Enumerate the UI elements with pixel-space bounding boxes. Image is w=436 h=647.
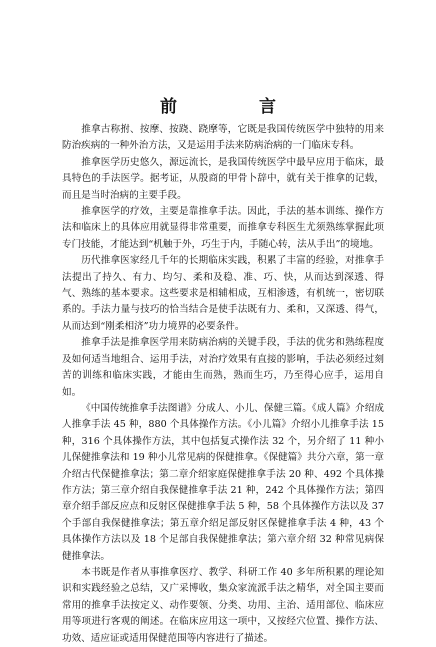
paragraph: 推拿古称拊、按摩、按跷、跷摩等，它既是我国传统医学中独特的用来防治疾病的一种外治方法，又是运用手法来防病治病的一门临床专科。 (62, 124, 384, 152)
paragraph: 《中国传统推拿手法图谱》分成人、小儿、保健三篇。《成人篇》介绍成人推拿手法 45 种，880 个具体操作方法。《小儿篇》介绍小儿推拿手法 15 种，316 个具体操作方法，其中包括复式操作法 32 个，另介绍了 11 种小儿保健推拿法和 19 种小儿常见病的保健推拿。《保健篇》共分六章，第一章介绍古代保健推拿法；第二章介绍家庭保健推拿手法 20 种、492 个具体操作方法；第三章介绍自我保健推拿手法 21 种，242 个具体操作方法；第四章介绍手部反应点和反射区保健推拿手法 5 种，58 个具体操作方法以及 37 个手部自我保健推拿法；第五章介绍足部反射区保健推拿手法 4 种，43 个具体操作方法以及 18 个足部自我保健推拿法；第六章介绍 32 种常见病保健推拿法。 (62, 402, 384, 562)
paragraph: 推拿医学的疗效，主要是靠推拿手法。因此，手法的基本训练、操作方法和临床上的具体应用就显得非常重要，而推拿专科医生尤须熟练掌握此项专门技能，才能达到“机触于外，巧生于内，手随心转，法从手出”的境地。 (62, 206, 384, 250)
paragraph: 历代推拿医家经几千年的长期临床实践，积累了丰富的经验，对推拿手法提出了持久、有力、均匀、柔和及稳、准、巧、快，从而达到深透、得气、熟练的基本要求。这些要求是相辅相成，互相渗透，有机统一，密切联系的。手法力量与技巧的恰当结合是使手法既有力、柔和，又深透、得气，从而达到“刚柔相济”功力境界的必要条件。 (62, 255, 384, 332)
paragraph: 推拿医学历史悠久，源远流长，是我国传统医学中最早应用于临床，最具特色的手法医学。据考证，从殷商的甲骨卜辞中，就有关于推拿的记载，而且是当时治病的主要手段。 (62, 156, 384, 201)
page-title: 前 言 (160, 97, 314, 117)
paragraph: 本书既是作者从事推拿医疗、教学、科研工作 40 多年所积累的理论知识和实践经验之总结，又广采博收，集众家流派手法之精华，对全国主要而常用的推拿手法按定义、动作要领、分类、功用、主治、适用部位、临床应用等项进行客观的阐述。在临床应用这一项中，又按经穴位置、操作方法、功效、适应证或适用保健范围等内容进行了描述。 (62, 566, 384, 644)
paragraph: 推拿手法是推拿医学用来防病治病的关键手段，手法的优劣和熟练程度及如何适当地组合、运用手法，对治疗效果有直接的影响，手法必须经过刻苦的训练和临床实践，才能由生而熟，熟而生巧，乃至得心应手，运用自如。 (62, 337, 384, 398)
preface-body (62, 122, 384, 647)
